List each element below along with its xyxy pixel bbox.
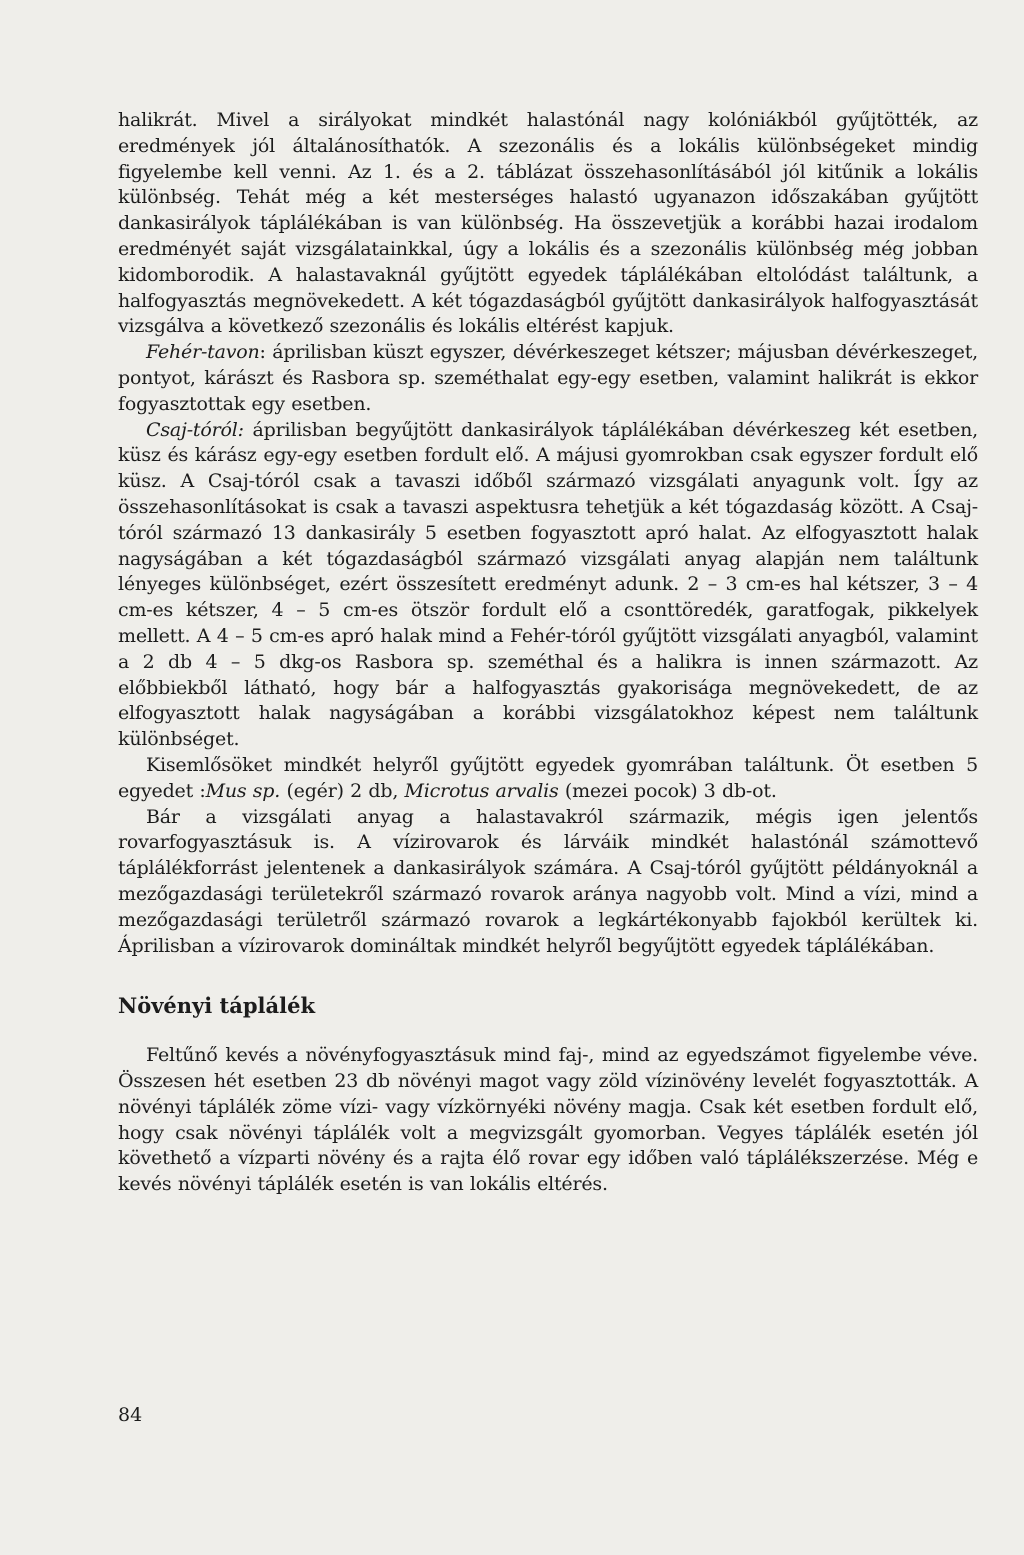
paragraph-kisemlosok — [118, 753, 978, 805]
paragraph-rovarok: Bár a vizsgálati anyag a halastavakról származik, mégis igen jelentős rovarfogyasztásuk is. A vízirovarok és lárváik mindkét halastónál számottevő táplálékforrást jelentenek a dankasirályok számára. A Csaj-tóról gyűjtött példányoknál a mezőgazdasági területekről származó rovarok aránya nagyobb volt. Mind a vízi, mind a mezőgazdasági területről származó rovarok a legkártékonyabb fajokból kerültek ki. Áprilisban a vízirovarok domináltak mindkét helyről begyűjtött egyedek táplálékában. — [118, 805, 978, 957]
species-mus: Mus sp. — [205, 779, 281, 802]
paragraph-feher-to-text: : áprilisban küszt egyszer, dévérkeszeget kétszer; májusban dévérkeszeget, pontyot, kárászt és Rasbora sp. szeméthalat egy-egy esetben, valamint halikrát is ekkor fogyasztottak egy esetben. — [118, 341, 978, 415]
paragraph-feher-to — [118, 340, 978, 417]
location-label-csaj-to: Csaj-tóról: — [146, 418, 244, 441]
paragraph-halikra: halikrát. Mivel a sirályokat mindkét halastónál nagy kolóniákból gyűjtötték, az eredmények jól általánosíthatók. A szezonális és a lokális különbségeket mindig figyelembe kell venni. Az 1. és a 2. táblázat összehasonlításából jól kitűnik a lokális különbség. Tehát még a két mesterséges halastó ugyanazon időszakában gyűjtött dankasirályok táplálékában is van különbség. Ha összevetjük a korábbi hazai irodalom eredményét saját vizsgálatainkkal, úgy a lokális és a szezonális különbség még jobban kidomborodik. A halastavaknál gyűjtött egyedek táplálékában eltolódást találtunk, a halfogyasztás megnövekedett. A két tógazdaságból gyűjtött dankasirályok halfogyasztását vizsgálva a következő szezonális és lokális eltérést kapjuk. — [118, 109, 978, 338]
section-heading: Növényi táplálék — [118, 993, 315, 1019]
paragraph-csaj-to-text: áprilisban begyűjtött dankasirályok táplálékában dévérkeszeg két esetben, küsz és kárász egy-egy esetben fordult elő. A májusi gyomrokban csak egyszer fordult elő küsz. A Csaj-tóról csak a tavaszi időből származó vizsgálati anyagunk volt. Így az összehasonlításokat is csak a tavaszi aspektusra tehetjük a két tógazdaság között. A Csaj-tóról származó 13 dankasirály 5 esetben fogyasztott apró halat. Az elfogyasztott halak nagyságában a két tógazdaságból származó vizsgálati anyag alapján nem találtunk lényeges különbséget, ezért összesített eredményt adunk. 2 – 3 cm-es hal kétszer, 3 – 4 cm-es kétszer, 4 – 5 cm-es ötször fordult elő a csonttöredék, garatfogak, pikkelyek mellett. A 4 – 5 cm-es apró halak mind a Fehér-tóról gyűjtött vizsgálati anyagból, valamint a 2 db 4 – 5 dkg-os Rasbora sp. szeméthal és a halikra is innen származott. Az előbbiekből látható, hogy bár a halfogyasztás gyakorisága megnövekedett, de az elfogyasztott halak nagyságában a korábbi vizsgálatokhoz képest nem találtunk különbséget. — [118, 418, 978, 751]
kisemlosok-text-c: (mezei pocok) 3 db-ot. — [558, 779, 777, 802]
species-microtus: Microtus arvalis — [404, 779, 559, 802]
page-body — [118, 108, 978, 1198]
location-label-feher-to: Fehér-tavon — [146, 341, 260, 364]
page-number: 84 — [118, 1404, 143, 1426]
kisemlosok-text-b: (egér) 2 db, — [280, 779, 405, 802]
paragraph-novenyi: Feltűnő kevés a növényfogyasztásuk mind faj-, mind az egyedszámot figyelembe véve. Összesen hét esetben 23 db növényi magot vagy zöld vízinövény levelét fogyasztották. A növényi táplálék zöme vízi- vagy vízkörnyéki növény magja. Csak két esetben fordult elő, hogy csak növényi táplálék volt a megvizsgált gyomorban. Vegyes táplálék esetén jól követhető a vízparti növény és a rajta élő rovar egy időben való táplálékszerzése. Még e kevés növényi táplálék esetén is van lokális eltérés. — [118, 1044, 978, 1196]
paragraph-csaj-to — [118, 418, 978, 753]
kisemlosok-text-a: Kisemlősöket mindkét helyről gyűjtött egyedek gyomrában találtunk. Öt esetben 5 egyedet : — [118, 753, 978, 802]
